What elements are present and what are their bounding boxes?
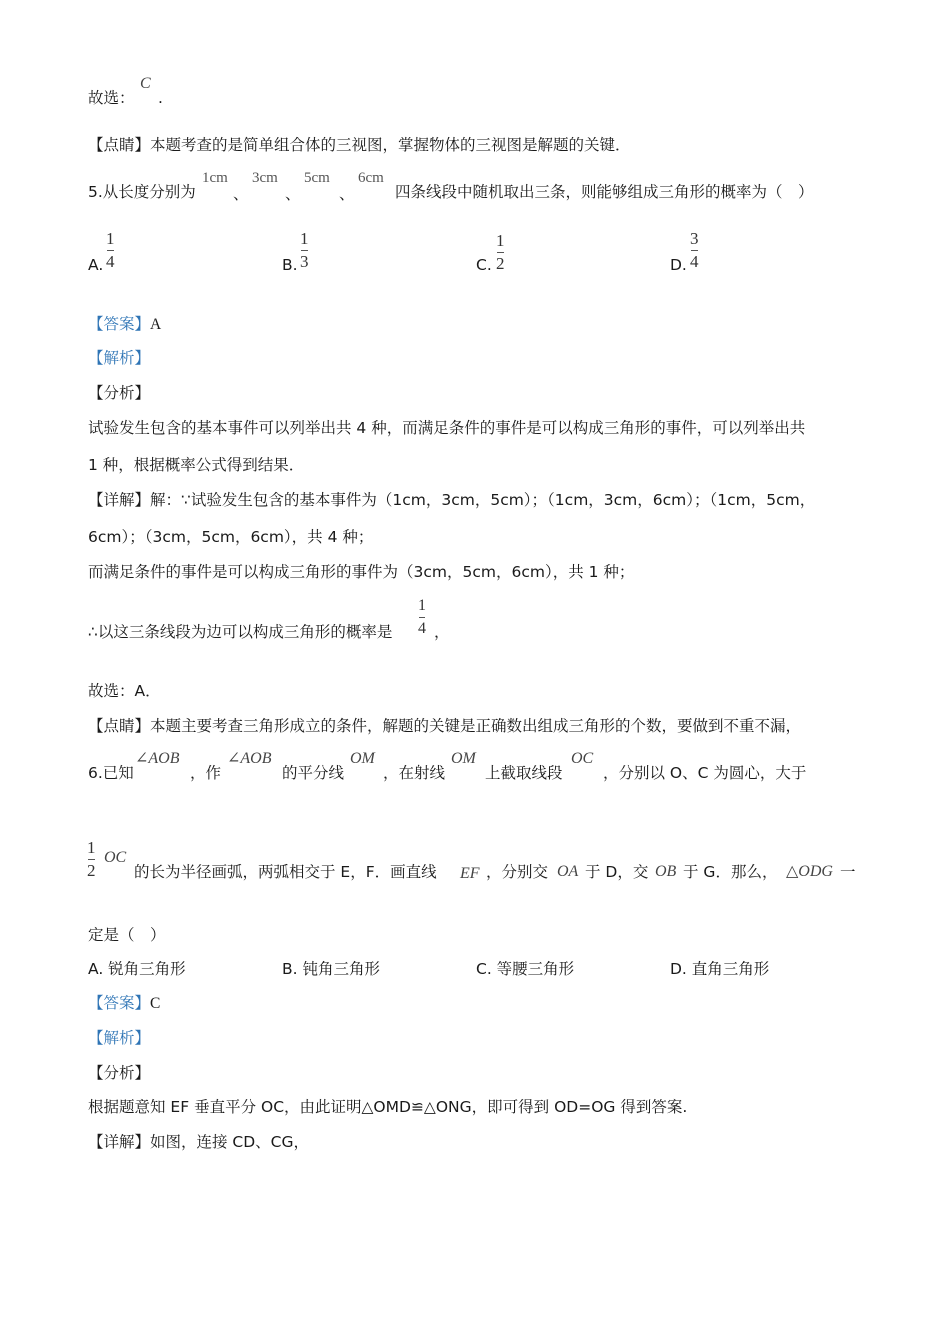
q6-p11: 一 [840,863,856,881]
q5-answer: A [150,316,162,333]
q5-analysis1: 试验发生包含的基本事件可以列举出共 4 种，而满足条件的事件是可以构成三角形的事件，可以列举出共 [88,419,806,437]
q6-aob-2: ∠AOB [227,750,272,767]
q5-sep1: 、 [233,185,249,203]
q5-detail4-num: 1 [418,597,426,614]
q5-detail4-fraction [418,596,426,639]
remark-q4: 【点睛】本题考查的是简单组合体的三视图，掌握物体的三视图是解题的关键． [88,136,631,154]
q6-option-a: A. 锐角三角形 [88,960,186,978]
q5-detail4-den: 4 [418,620,426,637]
q6-half-num: 1 [87,838,96,857]
q5-option-b-den: 3 [300,252,309,271]
q6-ob: OB [655,863,677,880]
q6-answer-tag: 【答案】 [88,994,151,1012]
q5-sep2: 、 [285,185,301,203]
q6-answer-line [88,993,160,1014]
q5-prefix: 5.从长度分别为 [88,183,196,201]
q6-option-b: B. 钝角三角形 [282,960,380,978]
q5-len4: 6cm [358,170,384,186]
q5-option-b-label: B. [282,256,298,274]
q6-p1: 6.已知 [88,764,134,782]
q5-fenxi: 【分析】 [88,384,151,402]
q5-option-d-label: D. [670,256,687,274]
q6-p4: ，在射线 [383,764,446,782]
q5-option-b-fraction [300,229,309,272]
q5-option-a-label: A. [88,256,104,274]
q5-option-c-den: 2 [496,254,505,273]
q6-p9: 于 D，交 [585,863,649,881]
q5-answer-line [88,314,161,335]
q5-detail3: 而满足条件的事件是可以构成三角形的事件为（3cm，5cm，6cm），共 1 种； [88,563,635,581]
q5-choose: 故选：A． [88,682,161,700]
q6-p7: 的长为半径画弧，两弧相交于 E，F．画直线 [134,863,437,881]
q5-option-a-num: 1 [106,229,115,248]
q5-detail2: 6cm）；（3cm，5cm，6cm），共 4 种； [88,528,374,546]
q5-answer-tag: 【答案】 [88,315,151,333]
q6-option-c: C. 等腰三角形 [476,960,575,978]
q5-suffix: 四条线段中随机取出三条，则能够组成三角形的概率为（ ） [395,183,814,201]
q6-ef: EF [460,865,480,882]
q5-len2: 3cm [252,170,278,186]
q6-half-fraction [87,838,96,881]
q5-option-c-label: C. [476,256,492,274]
choose-end: . [158,89,163,107]
choose-label: 故选： [88,89,135,107]
q5-remark: 【点睛】本题主要考查三角形成立的条件，解题的关键是正确数出组成三角形的个数，要做到不重不漏， [88,717,802,735]
q5-detail1: 【详解】解：∵试验发生包含的基本事件为（1cm，3cm，5cm）；（1cm，3cm，6cm）；（1cm，5cm， [88,491,816,509]
q5-option-c-num: 1 [496,231,505,250]
q5-option-d-den: 4 [690,252,699,271]
q5-option-a-den: 4 [106,252,115,271]
q5-analysis2: 1 种，根据概率公式得到结果． [88,456,305,474]
q6-odg: △ODG [786,863,833,880]
q6-option-d: D. 直角三角形 [670,960,770,978]
q5-detail4-suffix: ， [434,623,450,641]
q5-option-d-fraction [690,229,699,272]
q6-p3: 的平分线 [282,764,345,782]
q6-p2: ，作 [190,764,222,782]
q5-len3: 5cm [304,170,330,186]
q5-option-a-fraction [106,229,115,272]
q6-p6: ，分别以 O、C 为圆心，大于 [603,764,807,782]
q6-fenxi: 【分析】 [88,1064,151,1082]
q6-analysis-tag: 【解析】 [88,1029,151,1047]
q6-oc: OC [571,750,594,767]
q5-option-c-fraction [496,231,505,274]
q5-analysis-tag: 【解析】 [88,349,151,367]
q6-oa: OA [557,863,579,880]
q6-half-den: 2 [87,861,96,880]
q6-oc-2: OC [104,849,127,866]
choose-c-line [88,88,135,108]
q6-detail1: 【详解】如图，连接 CD、CG， [88,1133,310,1151]
q5-detail4-prefix: ∴以这三条线段为边可以构成三角形的概率是 [88,623,393,641]
q6-p5: 上截取线段 [485,764,563,782]
q6-analysis1: 根据题意知 EF 垂直平分 OC，由此证明△OMD≌△ONG，即可得到 OD=OG 得到答案. [88,1098,688,1116]
q6-aob-1: ∠AOB [135,750,180,767]
q6-p10: 于 G．那么， [683,863,778,881]
q6-om-2: OM [451,750,476,767]
q6-answer: C [150,995,161,1012]
q6-om-1: OM [350,750,375,767]
q5-sep3: 、 [339,185,355,203]
q5-len1: 1cm [202,170,228,186]
q5-option-d-num: 3 [690,229,699,248]
q6-p12: 定是（ ） [88,926,166,944]
choose-var: C [140,75,151,92]
q6-p8: ，分别交 [486,863,549,881]
q5-option-b-num: 1 [300,229,309,248]
